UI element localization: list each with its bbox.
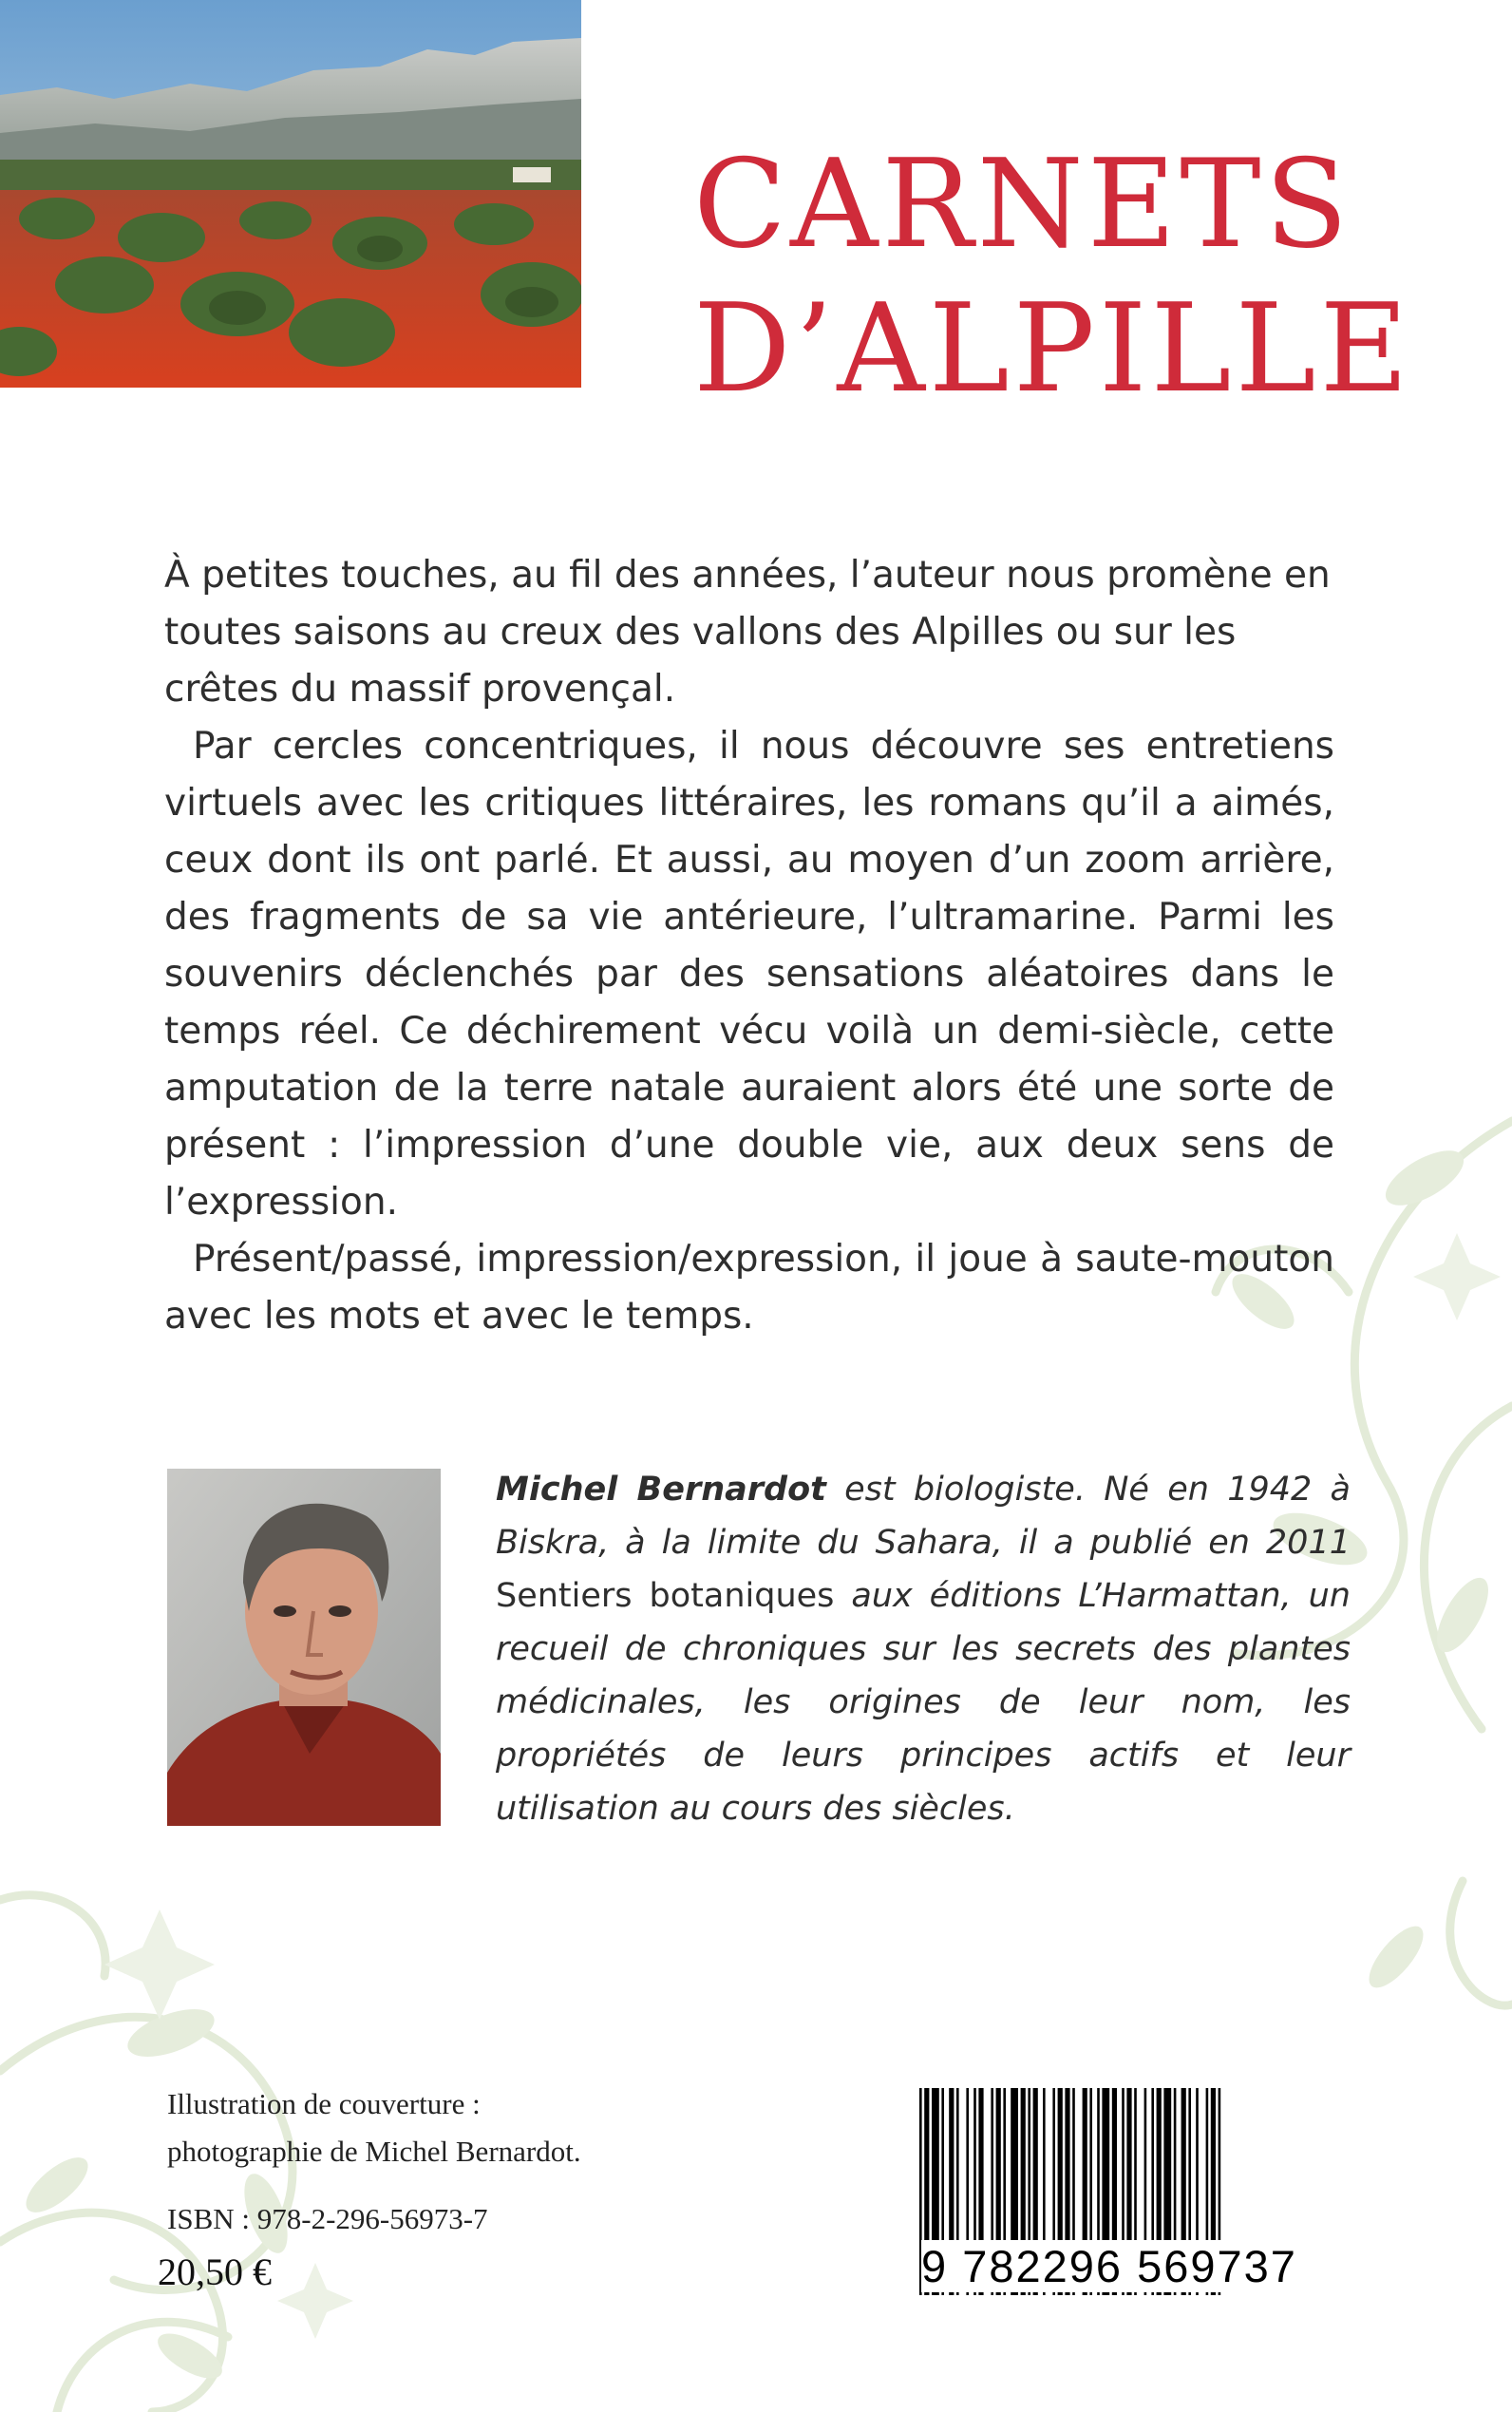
isbn-label: ISBN : 978-2-296-56973-7	[167, 2202, 488, 2235]
back-cover-blurb	[164, 547, 1334, 1345]
credit-line-1: Illustration de couverture :	[167, 2087, 481, 2120]
barcode-digits: 9 782296 569737	[921, 2240, 1330, 2292]
cover-credit	[167, 2080, 581, 2175]
blurb-paragraph-2: Par cercles concentriques, il nous découvre ses entretiens virtuels avec les critiques littéraires, les romans qu’il a aimés, ceux dont ils ont parlé. Et aussi, au moyen d’un zoom arrière, des fragments de sa vie antérieure, l’ultramarine. Parmi les souvenirs déclenchés par des sensations aléatoires dans le temps réel. Ce déchirement vécu voilà un demi-siècle, cette amputation de la terre natale auraient alors été une sorte de présent : l’impression d’une double vie, aux deux sens de l’expression.	[164, 725, 1334, 1224]
price-label: 20,50 €	[158, 2251, 272, 2293]
author-portrait	[167, 1469, 441, 1826]
blurb-paragraph-3: Présent/passé, impression/expression, il joue à saute-mouton avec les mots et avec le temps.	[164, 1238, 1334, 1338]
landscape-photo	[0, 0, 581, 388]
book-title	[693, 133, 1491, 422]
bio-text-1: est biologiste. Né en 1942 à Biskra, à la limite du Sahara, il a publié en 2011	[496, 1471, 1351, 1562]
bio-text-2: aux éditions L’Harmattan, un recueil de chroniques sur les secrets des plantes médicinales, les origines de leur nom, les propriétés de leurs principes actifs et leur utilisation au cours des siècles.	[496, 1577, 1351, 1828]
blurb-paragraph-1: À petites touches, au fil des années, l’auteur nous promène en toutes saisons au creux des vallons des Alpilles ou sur les crêtes du massif provençal.	[164, 554, 1331, 711]
credit-line-2: photographie de Michel Bernardot.	[167, 2135, 581, 2168]
author-bio	[496, 1463, 1351, 1835]
title-line-2: D’ALPILLE	[693, 278, 1412, 420]
author-name: Michel Bernardot	[496, 1471, 826, 1509]
bio-book-title: Sentiers botaniques	[496, 1577, 835, 1615]
title-line-1: CARNETS	[693, 134, 1352, 275]
